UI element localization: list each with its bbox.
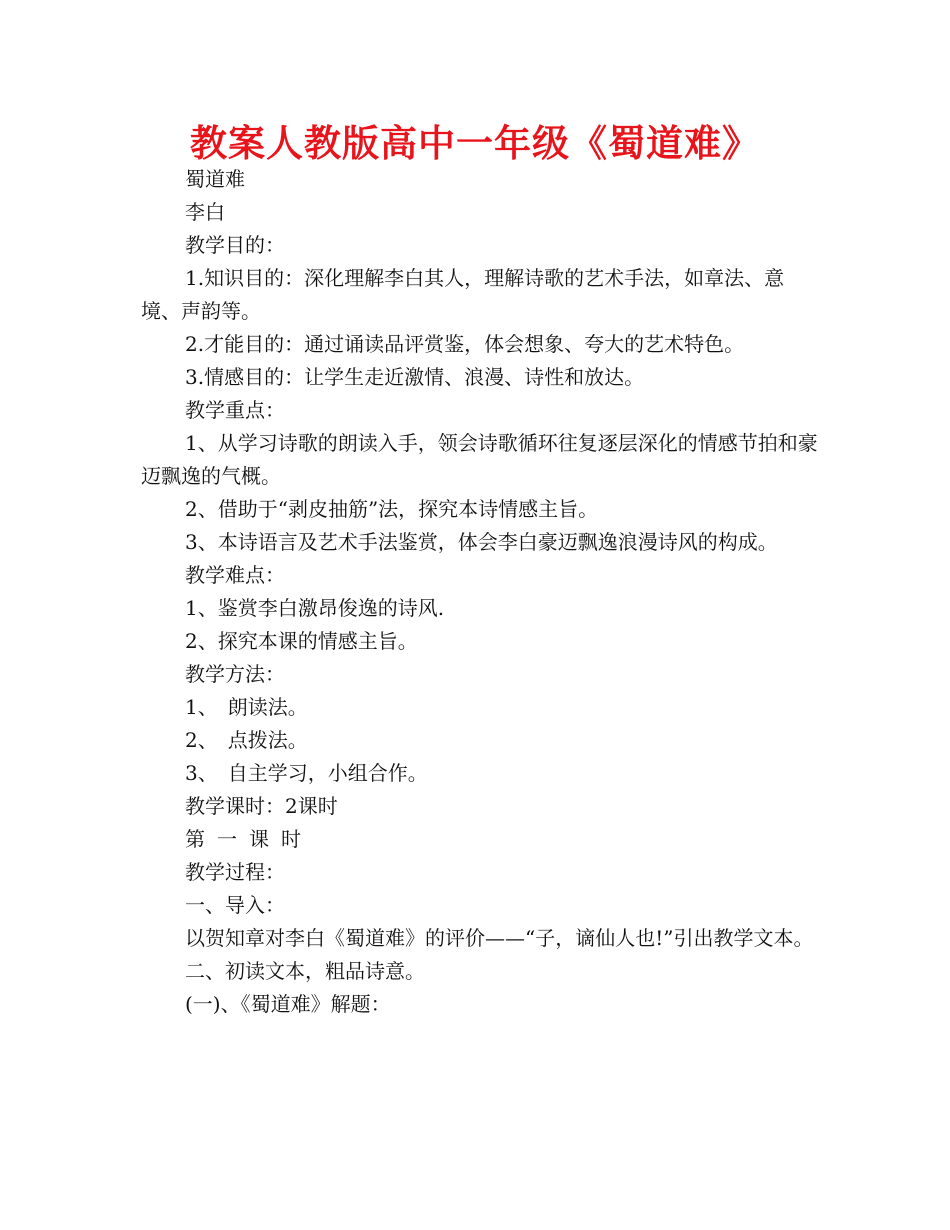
heading-title-explanation: (一)、《蜀道难》解题： — [185, 992, 391, 1016]
paragraph-key-point-1: 1、从学习诗歌的朗读入手，领会诗歌循环往复逐层深化的情感节拍和豪迈飘逸的气概。 — [141, 431, 818, 488]
paragraph-introduction: 以贺知章对李白《蜀道难》的评价——“子，谪仙人也!”引出教学文本。 — [185, 926, 814, 950]
heading-methods: 教学方法： — [185, 662, 285, 686]
heading-teaching-process: 教学过程： — [185, 860, 285, 884]
document-title: 教案人教版高中一年级《蜀道难》 — [190, 122, 760, 165]
paragraph-method-1: 1、 朗读法。 — [185, 695, 308, 719]
paragraph-difficulty-1: 1、鉴赏李白激昂俊逸的诗风. — [185, 596, 445, 620]
heading-introduction: 一、导入： — [185, 893, 285, 917]
paragraph-objective-3: 3.情感目的：让学生走近激情、浪漫、诗性和放达。 — [185, 365, 645, 389]
paragraph-author: 李白 — [185, 200, 225, 224]
heading-key-points: 教学重点： — [185, 398, 285, 422]
paragraph-difficulty-2: 2、探究本课的情感主旨。 — [185, 629, 418, 653]
paragraph-key-point-3: 3、本诗语言及艺术手法鉴赏，体会李白豪迈飘逸浪漫诗风的构成。 — [185, 530, 778, 554]
heading-teaching-objectives: 教学目的： — [185, 233, 285, 257]
heading-difficulties: 教学难点： — [185, 563, 285, 587]
paragraph-poem-title: 蜀道难 — [185, 167, 245, 191]
paragraph-method-2: 2、 点拨法。 — [185, 728, 308, 752]
paragraph-method-3: 3、 自主学习，小组合作。 — [185, 761, 428, 785]
document-body — [141, 163, 821, 1021]
heading-first-reading: 二、初读文本，粗品诗意。 — [185, 959, 425, 983]
paragraph-key-point-2: 2、借助于“剥皮抽筋”法，探究本诗情感主旨。 — [185, 497, 599, 521]
paragraph-objective-1: 1.知识目的：深化理解李白其人，理解诗歌的艺术手法，如章法、意境、声韵等。 — [141, 266, 785, 323]
paragraph-class-hours: 教学课时：2课时 — [185, 794, 338, 818]
heading-first-lesson: 第一课时 — [185, 827, 313, 851]
paragraph-objective-2: 2.才能目的：通过诵读品评赏鉴，体会想象、夸大的艺术特色。 — [185, 332, 745, 356]
